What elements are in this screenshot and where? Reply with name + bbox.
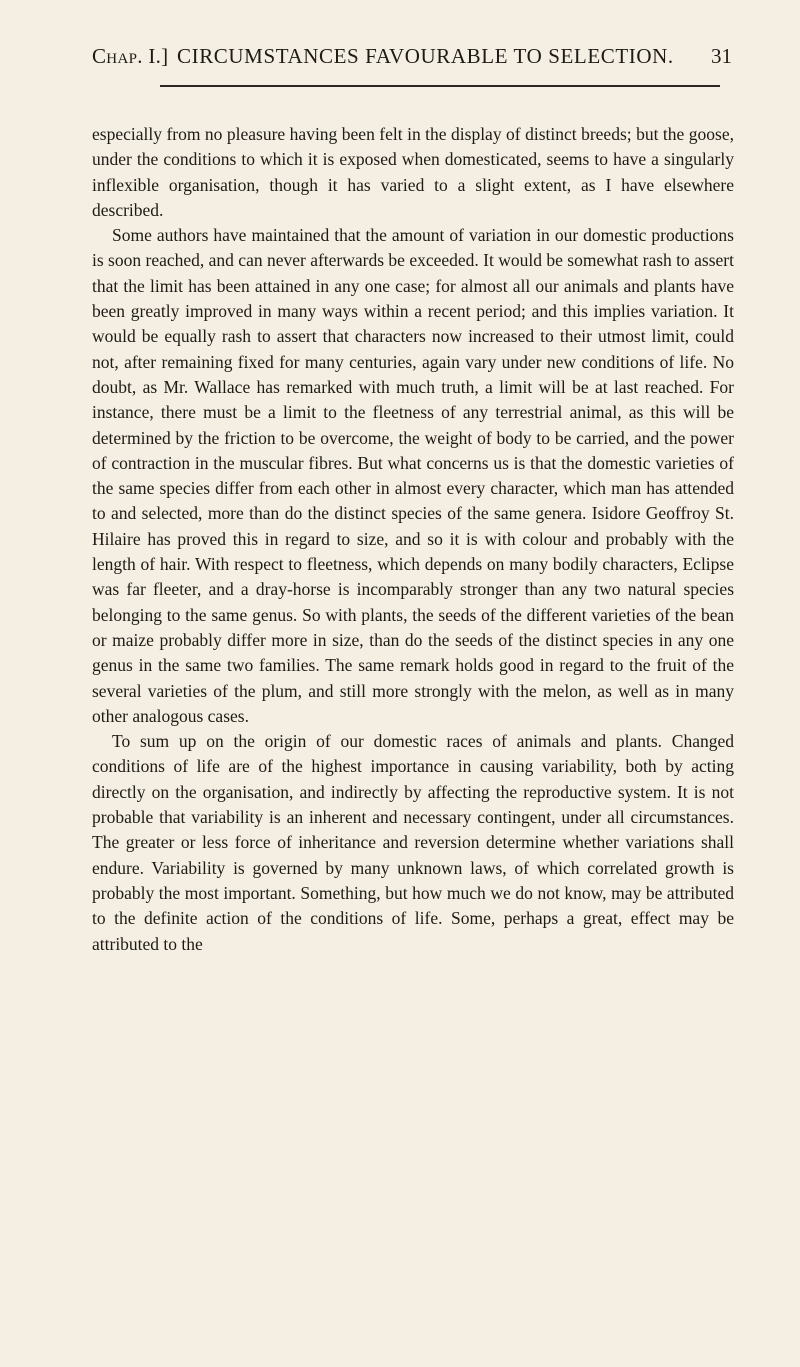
running-title: CIRCUMSTANCES FAVOURABLE TO SELECTION. [177,44,674,68]
header-rule [160,85,720,87]
paragraph-continuation: especially from no pleasure having been felt in the display of distinct breeds; but the goose, under the conditions to which it is exposed when domesticated, seems to have a singularly inflexible organisation, though it has varied to a slight extent, as I have elsewhere described. [92,124,734,220]
chapter-label: Chap. I.] [92,44,169,68]
page-number: 31 [711,44,732,68]
running-head [92,44,732,84]
paragraph-summary: To sum up on the origin of our domestic races of animals and plants. Changed conditions of life are of the highest importance in causing variability, both by acting directly on the organisation, and indirectly by affecting the reproductive system. It is not probable that variability is an inherent and necessary contingent, under all circumstances. The greater or less force of inheritance and reversion determine whether variations shall endure. Variability is governed by many unknown laws, of which correlated growth is probably the most important. Something, but how much we do not know, may be attributed to the definite action of the conditions of life. Some, perhaps a great, effect may be attributed to the [92,731,734,954]
paragraph-variation-limits: Some authors have maintained that the amount of variation in our domestic productions is soon reached, and can never afterwards be exceeded. It would be somewhat rash to assert that the limit has been attained in any one case; for almost all our animals and plants have been greatly improved in many ways within a recent period; and this implies variation. It would be equally rash to assert that characters now increased to their utmost limit, could not, after remaining fixed for many centuries, again vary under new conditions of life. No doubt, as Mr. Wallace has remarked with much truth, a limit will be at last reached. For instance, there must be a limit to the fleetness of any terrestrial animal, as this will be determined by the friction to be overcome, the weight of body to be carried, and the power of contraction in the muscular fibres. But what concerns us is that the domestic varieties of the same species differ from each other in almost every character, which man has attended to and selected, more than do the distinct species of the same genera. Isidore Geoffroy St. Hilaire has proved this in regard to size, and so it is with colour and probably with the length of hair. With respect to fleetness, which depends on many bodily characters, Eclipse was far fleeter, and a dray-horse is incomparably stronger than any two natural species belonging to the same genus. So with plants, the seeds of the different varieties of the bean or maize probably differ more in size, than do the seeds of the distinct species in any one genus in the same two families. The same remark holds good in regard to the fruit of the several varieties of the plum, and still more strongly with the melon, as well as in many other analogous cases. [92,225,734,726]
body-text [92,122,734,957]
